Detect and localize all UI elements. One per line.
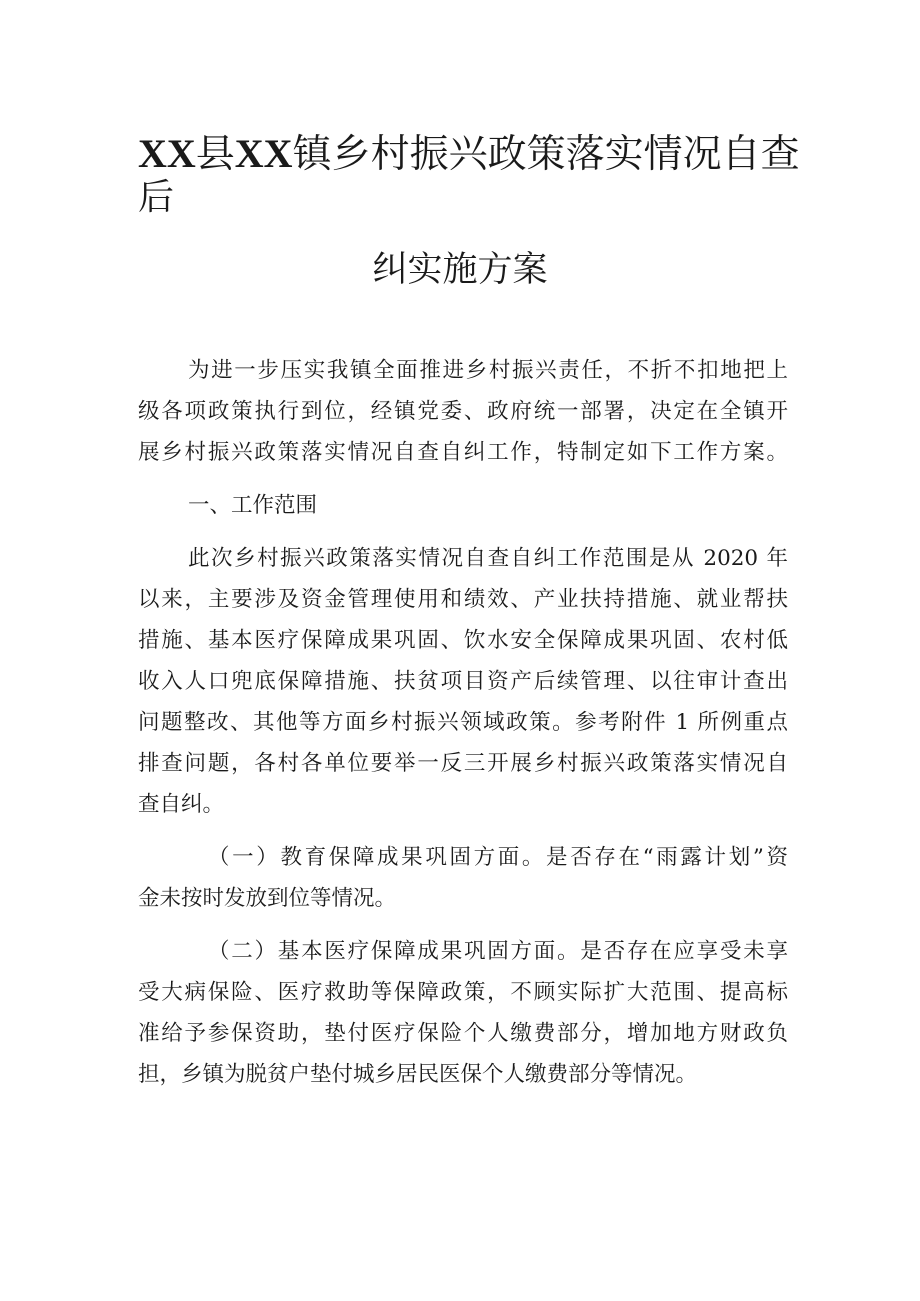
paragraph-1-line: 级各项政策执行到位，经镇党委、政府统一部署，决定在全镇开: [138, 399, 788, 424]
title-part-2: 县: [195, 132, 235, 177]
paragraph-gap: [138, 526, 788, 538]
title-part-3: XX: [234, 131, 293, 176]
paragraph-2-line: 查自纠。: [138, 792, 225, 817]
paragraph-4-line: 受大病保险、医疗救助等保障政策，不顾实际扩大范围、提高标: [138, 980, 788, 1005]
paragraph-2-line: 排查问题，各村各单位要举一反三开展乡村振兴政策落实情况自: [138, 751, 788, 776]
paragraph-gap: [138, 473, 788, 485]
paragraph-2-line: 措施、基本医疗保障成果巩固、饮水安全保障成果巩固、农村低: [138, 628, 788, 653]
paragraph-2-line: 问题整改、其他等方面乡村振兴领域政策。参考附件 1 所例重点: [138, 710, 788, 735]
paragraph-3-line: （一）教育保障成果巩固方面。是否存在“雨露计划”资: [208, 845, 788, 870]
section-heading-1: 一、工作范围: [188, 493, 318, 518]
paragraph-2-line: 以来，主要涉及资金管理使用和绩效、产业扶持措施、就业帮扶: [138, 587, 788, 612]
paragraph-3-line: 金未按时发放到位等情况。: [138, 886, 397, 911]
paragraph-4-line: （二）基本医疗保障成果巩固方面。是否存在应享受未享: [208, 939, 788, 964]
paragraph-2-line: 收入人口兜底保障措施、扶贫项目资产后续管理、以往审计查出: [138, 669, 788, 694]
paragraph-4-line: 准给予参保资助，垫付医疗保险个人缴费部分，增加地方财政负: [138, 1021, 788, 1046]
paragraph-4-line: 担，乡镇为脱贫户垫付城乡居民医保个人缴费部分等情况。: [138, 1062, 698, 1087]
document-title: [138, 128, 798, 181]
paragraph-1-line: 为进一步压实我镇全面推进乡村振兴责任，不折不扣地把上: [188, 358, 788, 383]
document-body: [138, 350, 788, 1095]
paragraph-2-line: 此次乡村振兴政策落实情况自查自纠工作范围是从 2020 年: [188, 546, 788, 571]
document-title-continued: 后: [138, 177, 175, 218]
title-part-4: 镇乡村振兴政策落实情况自查: [292, 132, 800, 177]
title-part-1: XX: [138, 131, 196, 176]
document-subtitle: 纠实施方案: [372, 250, 548, 290]
paragraph-gap: [138, 825, 788, 837]
paragraph-1-line: 展乡村振兴政策落实情况自查自纠工作，特制定如下工作方案。: [138, 440, 788, 465]
paragraph-gap: [138, 919, 788, 931]
